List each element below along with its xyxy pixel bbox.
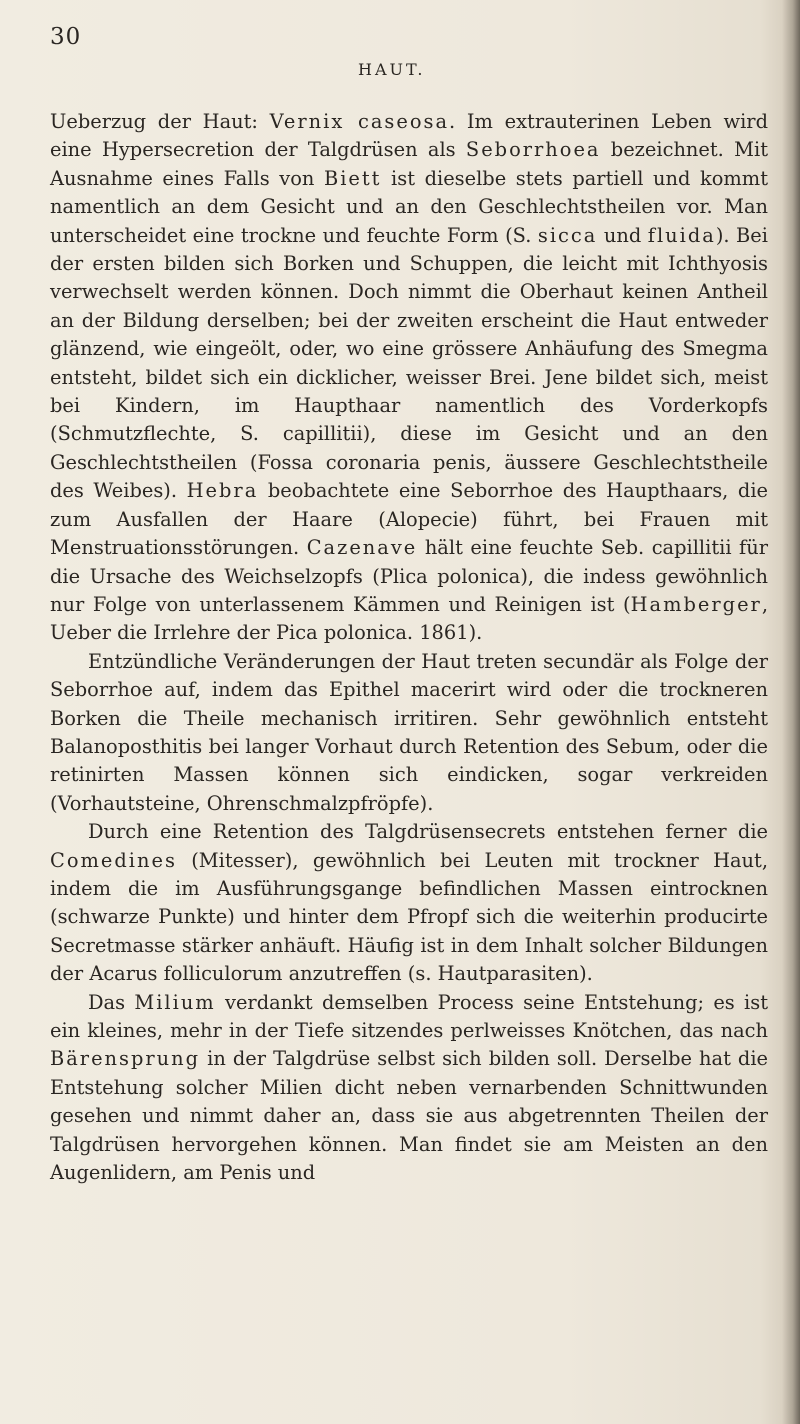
text-run: in der Talgdrüse selbst sich bilden soll. Derselbe hat die Entstehung solcher Milien dicht neben vernarbenden Schnittwunden gesehen und nimmt daher an, dass sie aus abgetrennten Theilen der Talgdrüsen hervorgehen können. Man findet sie am Meisten an den Augenlidern, am Penis und <box>50 1047 768 1185</box>
paragraph <box>50 818 768 988</box>
text-run: und <box>597 223 648 247</box>
body-text <box>50 108 768 1187</box>
text-run: . Im extrauterinen Leben wird eine Hypersecretion der Talgdrüsen als <box>50 110 768 162</box>
emphasized-term: sicca <box>537 223 598 247</box>
paragraph <box>50 989 768 1188</box>
text-run: verdankt demselben Process seine Entstehung; es ist ein kleines, mehr in der Tiefe sitzendes perlweisses Knötchen, das nach <box>50 990 768 1042</box>
emphasized-term: Hebra <box>186 479 259 503</box>
text-run: Durch eine Retention des Talgdrüsensecrets entstehen ferner die <box>88 820 768 844</box>
page-edge-shadow <box>782 0 800 1424</box>
text-run: bezeichnet. Mit Ausnahme eines Falls von <box>50 138 768 190</box>
page-number: 30 <box>50 24 82 50</box>
text-run: hält eine feuchte Seb. capillitii für die Ursache des Weichselzopfs (Plica polonica), die indess gewöhnlich nur Folge von unterlassenem Kämmen und Reinigen ist ( <box>50 536 768 616</box>
emphasized-term: Biett <box>323 166 382 190</box>
text-run: Entzündliche Veränderungen der Haut treten secundär als Folge der Seborrhoe auf, indem das Epithel macerirt wird oder die trockneren Borken die Theile mechanisch irritiren. Sehr gewöhnlich entsteht Balanoposthitis bei langer Vorhaut durch Retention des Sebum, oder die retinirten Massen können sich eindicken, sogar verkreiden (Vorhautsteine, Ohrenschmalzpfröpfe). <box>50 649 768 815</box>
emphasized-term: fluida <box>647 223 716 247</box>
emphasized-term: Vernix caseosa <box>269 110 450 133</box>
emphasized-term: Seborrhoea <box>465 138 601 162</box>
text-run: , Ueber die Irrlehre der Pica polonica. 1861). <box>50 592 768 645</box>
text-run: Das <box>88 990 135 1014</box>
text-run: ). Bei der ersten bilden sich Borken und Schuppen, die leicht mit Ichthyosis verwechselt werden können. Doch nimmt die Oberhaut keinen Antheil an der Bildung derselben; bei der zweiten erscheint die Haut entweder glänzend, wie eingeölt, oder, wo eine grössere Anhäufung des Smegma entsteht, bildet sich ein dicklicher, weisser Brei. Jene bildet sich, meist bei Kindern, im Haupthaar namentlich des Vorderkopfs (Schmutzflechte, S. capillitii), diese im Gesicht und an den Geschlechtstheilen (Fossa coronaria penis, äussere Geschlechtstheile des Weibes). <box>50 223 768 503</box>
text-run: ist dieselbe stets partiell und kommt namentlich an dem Gesicht und an den Geschlechtstheilen vor. Man unterscheidet eine trockne und feuchte Form (S. <box>50 166 768 247</box>
emphasized-term: Comedines <box>50 848 177 872</box>
text-run: (Mitesser), gewöhnlich bei Leuten mit trockner Haut, indem die im Ausführungsgange befindlichen Massen eintrocknen (schwarze Punkte) und hinter dem Pfropf sich die weiterhin producirte Secretmasse stärker anhäuft. Häufig ist in dem Inhalt solcher Bildungen der Acarus folliculorum anzutreffen (s. Hautparasiten). <box>50 848 768 986</box>
text-run: Ueberzug der Haut: <box>50 110 270 133</box>
paragraph <box>50 648 768 818</box>
emphasized-term: Milium <box>134 990 216 1014</box>
emphasized-term: Hamberger <box>630 592 762 616</box>
running-head: HAUT. <box>358 60 426 79</box>
paragraph <box>50 108 768 648</box>
text-run: beobachtete eine Seborrhoe des Haupthaars, die zum Ausfallen der Haare (Alopecie) führt, bei Frauen mit Menstruationsstörungen. <box>50 479 768 560</box>
emphasized-term: Cazenave <box>306 536 418 560</box>
emphasized-term: Bärensprung <box>50 1047 201 1071</box>
